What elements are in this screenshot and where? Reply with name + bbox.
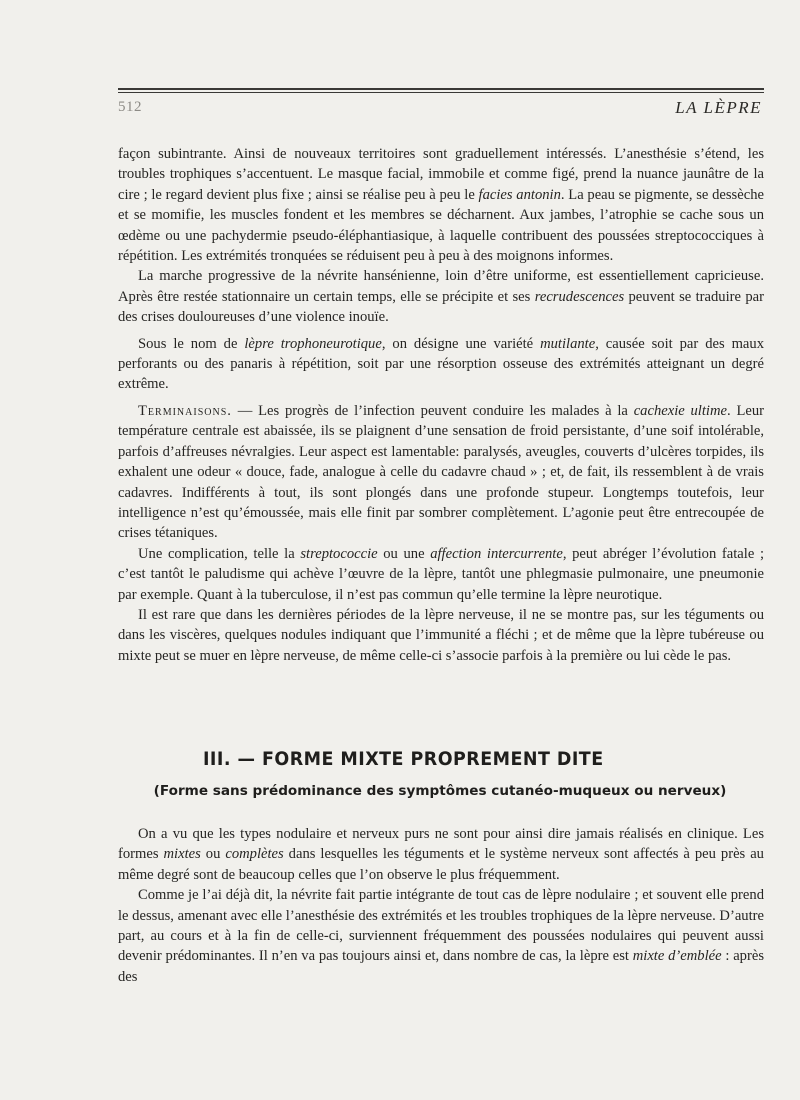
text-run: ou une (377, 545, 431, 562)
run-in-heading: Terminaisons. (138, 402, 232, 419)
italic-term: complètes (225, 846, 284, 863)
header-rule-thin (118, 92, 764, 93)
italic-term: mixte d’emblée (632, 948, 722, 965)
body-text-lower (118, 824, 764, 987)
paragraph (118, 824, 764, 885)
text-run: La marche progressive de la névrite hansénienne, loin d’être uniforme, est essentiellement capricieuse. Après être restée stationnaire un certain temps, elle se précipite et ses (118, 268, 764, 305)
text-run: , causée soit par des maux perforants ou des panaris à répétition, soit par une résorption osseuse des extrémités atteignant un degré extrême. (118, 335, 764, 393)
italic-term: recrudescences (534, 288, 625, 305)
running-header (118, 97, 764, 119)
body-text-upper (118, 144, 764, 666)
page-number: 512 (118, 99, 142, 115)
text-run: dans lesquelles les téguments et le système nerveux sont affectés à peu près au même degré sont de beaucoup celles que l’on observe le plus fréquemment. (118, 846, 764, 883)
text-run: Sous le nom de (138, 335, 245, 352)
text-run: — Les progrès de l’infection peuvent conduire les malades à la (231, 402, 634, 419)
text-run: , on désigne une variété (381, 335, 541, 352)
text-run: Une complication, telle la (138, 545, 301, 562)
header-rule-thick (118, 88, 764, 90)
italic-term: mixtes (163, 846, 201, 863)
text-run: , peut abréger l’évolution fatale ; c’est tantôt le paludisme qui achève l’œuvre de la lèpre, tantôt une phlegmasie pulmonaire, une pneumonie par exemple. Quant à la tuberculose, il n’est pas commun qu’elle termine la lèpre neurotique. (118, 545, 764, 603)
section-title: III. — FORME MIXTE PROPREMENT DITE (202, 748, 604, 770)
text-run: : après des (118, 948, 764, 985)
text-run: ou (200, 846, 226, 863)
paragraph (118, 885, 764, 987)
section-subtitle: (Forme sans prédominance des symptômes cutanéo-muqueux ou nerveux) (153, 783, 727, 799)
text-run: Comme je l’ai déjà dit, la névrite fait partie intégrante de tout cas de lèpre nodulaire ; et souvent elle prend le dessus, amenant avec elle l’anesthésie des extrémités et les troubles trophiques de la lèpre nerveuse. D’autre part, au cours et à la fin de celle-ci, surviennent fréquemment des poussées nodulaires qui peuvent aussi devenir prédominantes. Il n’en va pas toujours ainsi et, dans nombre de cas, la lèpre est (118, 887, 764, 965)
paragraph (118, 266, 764, 327)
text-run: . La peau se pigmente, se dessèche et se momifie, les muscles fondent et les membres se décharnent. Aux jambes, l’atrophie se cache sous un œdème ou une pachydermie pseudo-éléphantiasique, à laquelle contribuent des poussées streptococciques à répétition. Les extrémités tronquées se réduisent peu à peu à des moignons informes. (118, 186, 764, 265)
running-title: LA LÈPRE (675, 98, 762, 117)
italic-term: mutilante (540, 335, 596, 352)
text-run: . Leur température centrale est abaissée, ils se plaignent d’une sensation de froid persistante, d’une soif intolérable, parfois d’affreuses névralgies. Leur aspect est lamentable: paralysés, aveugles, couverts d’ulcères torpides, ils exhalent une odeur « douce, fade, analogue à celle du cadavre chaud » ; et, de fait, ils ressemblent à de vrais cadavres. Indifférents à tout, ils sont plongés dans une profonde stupeur. Longtemps toutefois, leur intelligence n’est qu’émoussée, mais elle finit par sombrer complètement. L’agonie peut être entrecoupée de crises tétaniques. (118, 402, 764, 542)
text-run: peuvent se traduire par des crises douloureuses d’une violence inouïe. (118, 288, 764, 326)
italic-term: facies antonin (478, 186, 561, 203)
paragraph (118, 334, 764, 395)
paragraph-terminaisons (118, 401, 764, 544)
italic-term: affection intercurrente (430, 545, 563, 562)
paragraph (118, 544, 764, 605)
text-run: façon subintrante. Ainsi de nouveaux territoires sont graduellement intéressés. L’anesthésie s’étend, les troubles trophiques s’accentuent. Le masque facial, immobile et comme figé, prend la nuance jaunâtre de la cire ; le regard devient plus fixe ; ainsi se réalise peu à peu le (118, 146, 764, 203)
text-run: Il est rare que dans les dernières périodes de la lèpre nerveuse, il ne se montre pas, sur les téguments ou dans les viscères, quelques nodules indiquant que l’immunité a fléchi ; et de même que la lèpre tubéreuse ou mixte peut se muer en lèpre nerveuse, de même celle-ci s’associe parfois à la première ou lui cède le pas. (118, 606, 764, 664)
paragraph (118, 605, 764, 666)
italic-term: streptococcie (300, 545, 378, 562)
paragraph (118, 144, 764, 266)
text-run: On a vu que les types nodulaire et nerveux purs ne sont pour ainsi dire jamais réalisés en clinique. Les formes (118, 826, 764, 863)
italic-term: cachexie ultime (633, 402, 727, 419)
italic-term: lèpre trophoneurotique (244, 335, 382, 352)
